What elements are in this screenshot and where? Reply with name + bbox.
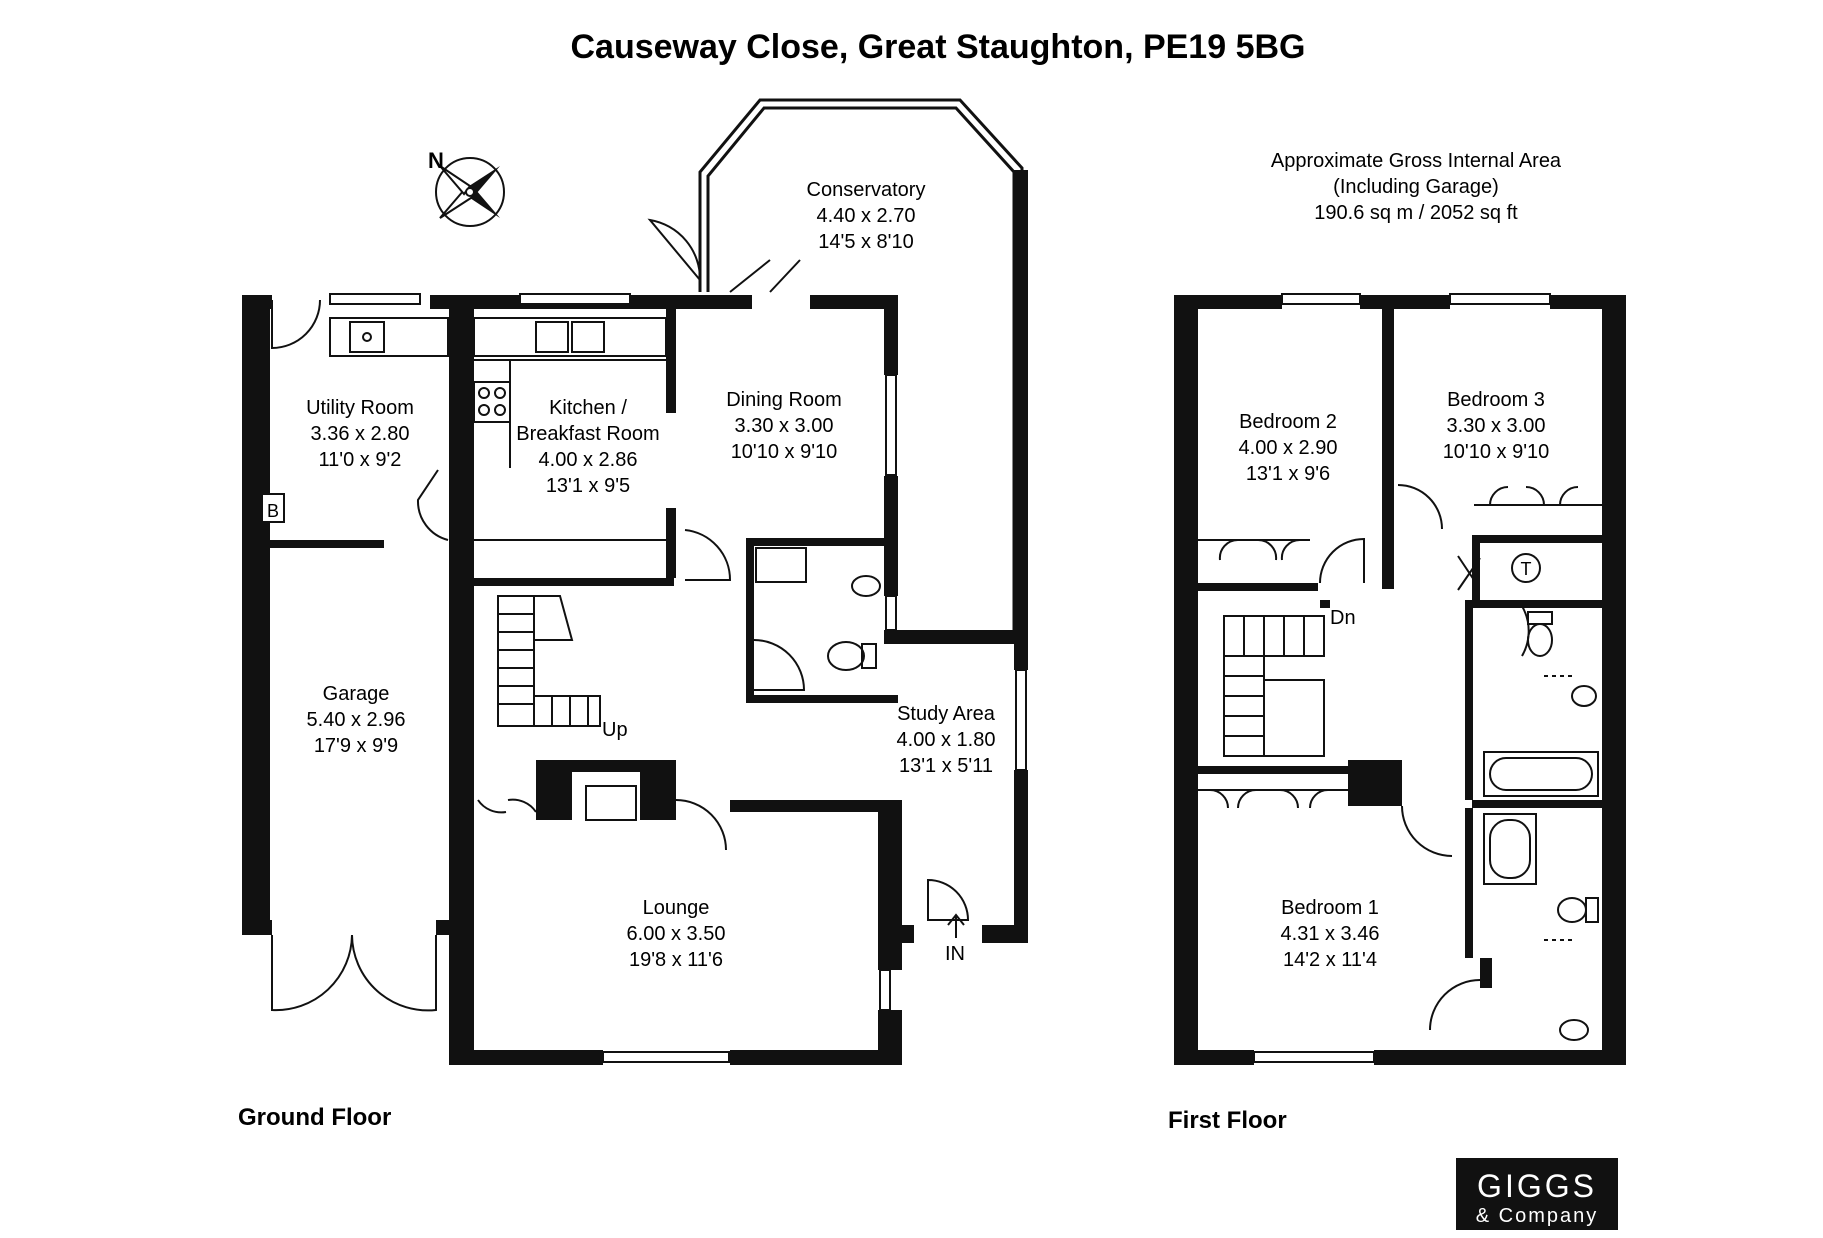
room-metric: 4.00 x 1.80: [896, 729, 996, 751]
room-name: Dining Room: [726, 389, 842, 411]
ground-floor-doors: [272, 220, 968, 1010]
room-garage: [307, 683, 406, 757]
svg-text:T: T: [1520, 559, 1532, 579]
room-imperial: 10'10 x 9'10: [1442, 441, 1550, 463]
room-name: Bedroom 1: [1281, 897, 1379, 919]
boiler-icon: [262, 494, 284, 522]
room-name: Utility Room: [306, 397, 414, 419]
room-name-2: Breakfast Room: [516, 423, 660, 445]
room-study: [897, 703, 996, 777]
ground-floor-windows: [330, 294, 1026, 1062]
room-bedroom1: [1281, 897, 1380, 971]
room-metric: 4.00 x 2.86: [538, 449, 638, 471]
room-utility: [306, 397, 414, 471]
room-name: Lounge: [642, 897, 710, 919]
room-metric: 3.30 x 3.00: [1446, 415, 1546, 437]
room-name: Conservatory: [806, 179, 926, 201]
room-lounge: [627, 897, 726, 971]
svg-text:B: B: [266, 501, 280, 521]
room-name: Garage: [322, 683, 390, 705]
room-name: Bedroom 3: [1447, 389, 1545, 411]
room-kitchen: [516, 397, 659, 497]
page-title: Causeway Close, Great Staughton, PE19 5BG: [570, 28, 1306, 66]
ground-floor-label: Ground Floor: [238, 1104, 392, 1131]
room-imperial: 13'1 x 9'5: [545, 475, 631, 497]
first-floor-label: First Floor: [1168, 1107, 1287, 1134]
room-metric: 6.00 x 3.50: [626, 923, 726, 945]
room-metric: 3.36 x 2.80: [310, 423, 410, 445]
gross-area-line1: Approximate Gross Internal Area: [1270, 150, 1562, 172]
room-name: Study Area: [897, 703, 995, 725]
room-imperial: 11'0 x 9'2: [318, 449, 402, 471]
room-imperial: 19'8 x 11'6: [628, 949, 724, 971]
compass-north-label: N: [428, 148, 444, 173]
gross-area-line3: 190.6 sq m / 2052 sq ft: [1314, 202, 1518, 224]
room-dining: [726, 389, 842, 463]
utility-sink-icon: [330, 318, 448, 356]
room-name: Bedroom 2: [1239, 411, 1337, 433]
compass-rose-icon: [436, 158, 504, 226]
first-floor-bathroom-icons: [1484, 612, 1598, 1040]
room-imperial: 10'10 x 9'10: [730, 441, 838, 463]
ground-shower-wc-icons: [586, 548, 880, 820]
ground-floor-stairs: [498, 596, 600, 726]
room-name: Kitchen /: [549, 397, 627, 419]
room-bedroom3: [1443, 389, 1550, 463]
entrance-label: IN: [945, 943, 965, 965]
stairs-down-label: Dn: [1330, 607, 1356, 629]
room-metric: 4.40 x 2.70: [816, 205, 916, 227]
water-tank-icon: [1512, 554, 1540, 582]
entrance-arrow-icon: [948, 915, 964, 938]
room-conservatory: [807, 179, 926, 253]
room-metric: 4.31 x 3.46: [1280, 923, 1380, 945]
room-bedroom2: [1239, 411, 1338, 485]
giggs-logo: [1456, 1158, 1618, 1230]
room-imperial: 13'1 x 5'11: [898, 755, 994, 777]
room-imperial: 14'2 x 11'4: [1282, 949, 1378, 971]
room-metric: 3.30 x 3.00: [734, 415, 834, 437]
kitchen-sink-icon: [474, 318, 666, 360]
room-imperial: 13'1 x 9'6: [1245, 463, 1331, 485]
stairs-up-label: Up: [602, 719, 628, 741]
gross-area-note: [1271, 150, 1562, 224]
room-imperial: 17'9 x 9'9: [313, 735, 399, 757]
logo-line2: & Company: [1475, 1205, 1599, 1227]
room-metric: 4.00 x 2.90: [1238, 437, 1338, 459]
gross-area-line2: (Including Garage): [1333, 176, 1499, 198]
room-imperial: 14'5 x 8'10: [818, 231, 914, 253]
first-floor-stairs: [1224, 616, 1324, 756]
logo-line1: GIGGS: [1477, 1168, 1597, 1204]
room-metric: 5.40 x 2.96: [306, 709, 406, 731]
